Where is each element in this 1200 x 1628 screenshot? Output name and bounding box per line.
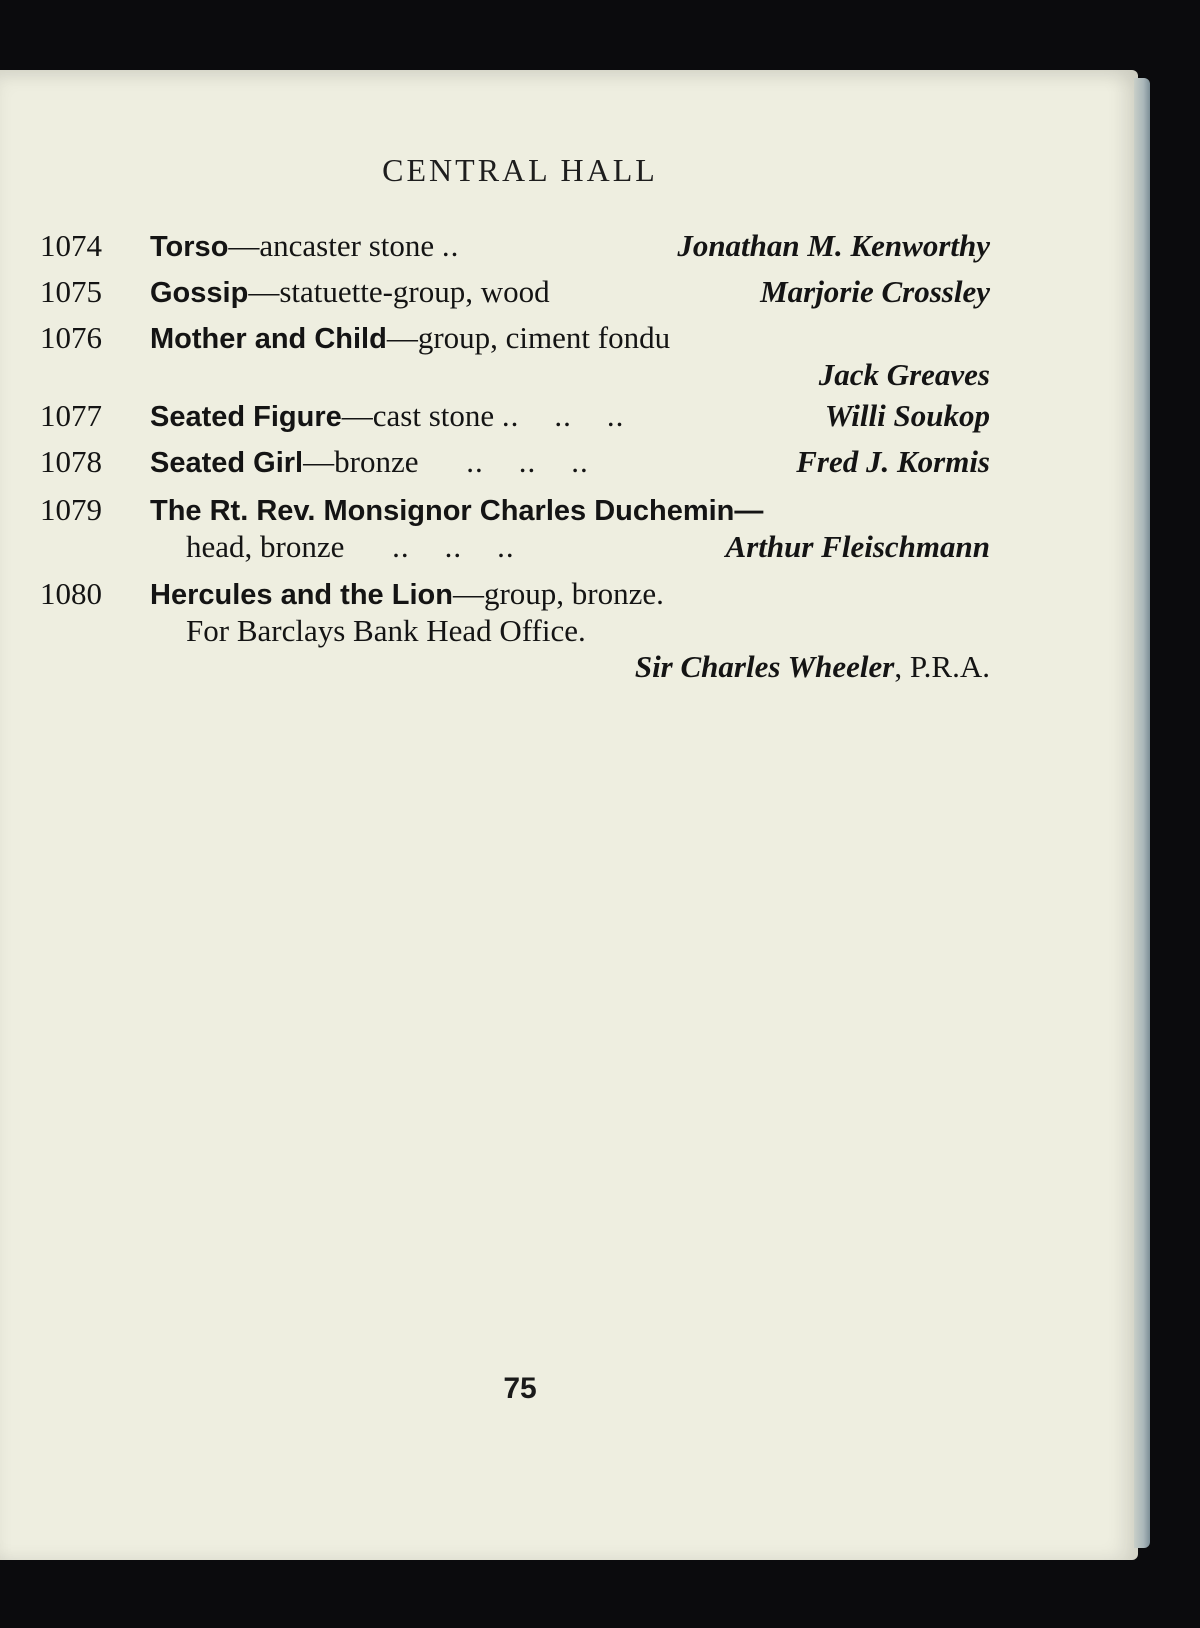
entry-title: Mother and Child — [150, 323, 387, 355]
entry-note: For Barclays Bank Head Office. — [186, 613, 586, 648]
entry-medium: —group, bronze. — [452, 576, 664, 611]
entry-number: 1077 — [40, 398, 102, 433]
catalogue-entry — [40, 492, 990, 565]
entry-medium: —cast stone — [341, 398, 495, 433]
entry-number: 1079 — [40, 492, 102, 527]
page-header: CENTRAL HALL — [382, 152, 658, 188]
page-number: 75 — [503, 1372, 537, 1405]
entry-line — [40, 492, 990, 529]
entry-number: 1074 — [40, 228, 102, 263]
entry-line — [40, 529, 990, 565]
entry-leader-dots: .. .. .. — [501, 398, 625, 433]
entry-line — [40, 320, 990, 357]
entry-artist: Jack Greaves — [818, 357, 990, 392]
entry-artist: Fred J. Kormis — [796, 444, 990, 479]
catalogue-entry — [40, 228, 990, 265]
entry-medium: head, bronze — [186, 529, 345, 564]
entry-medium: —group, ciment fondu — [386, 320, 671, 355]
entry-medium: —statuette-group, wood — [248, 274, 550, 309]
bleed-through-text — [30, 750, 37, 782]
entry-leader-dots: .. — [441, 228, 460, 263]
entry-number: 1078 — [40, 444, 102, 479]
entry-artist: Jonathan M. Kenworthy — [677, 228, 990, 263]
entry-artist-suffix: , P.R.A. — [894, 649, 990, 684]
entry-medium: —ancaster stone — [228, 228, 435, 263]
entry-artist: Sir Charles Wheeler — [634, 649, 895, 684]
entry-title: Hercules and the Lion — [150, 579, 453, 611]
entry-title: Gossip — [150, 277, 249, 309]
catalogue-entry — [40, 398, 990, 435]
entry-artist: Marjorie Crossley — [760, 274, 990, 309]
catalogue-entry — [40, 444, 990, 481]
entry-title: Seated Figure — [150, 401, 342, 433]
entry-artist: Arthur Fleischmann — [725, 529, 990, 564]
entry-title: Torso — [150, 231, 229, 263]
catalogue-entry — [40, 320, 990, 393]
entry-leader-dots: .. .. .. — [392, 529, 515, 564]
entry-title: Seated Girl — [150, 447, 304, 479]
entry-artist-line — [40, 649, 990, 685]
entry-line — [40, 576, 990, 613]
entry-number: 1076 — [40, 320, 102, 355]
page-edge — [1134, 78, 1150, 1548]
entry-leader-dots: .. .. .. — [466, 444, 589, 479]
entry-number: 1080 — [40, 576, 102, 611]
catalogue-entry — [40, 274, 990, 311]
entry-line — [40, 398, 990, 435]
catalogue-entry — [40, 576, 990, 685]
entry-line — [40, 274, 990, 311]
entry-medium: —bronze — [303, 444, 419, 479]
entry-line — [40, 228, 990, 265]
entry-artist: Willi Soukop — [824, 398, 990, 433]
entry-title: The Rt. Rev. Monsignor Charles Duchemin— — [150, 495, 764, 527]
entry-number: 1075 — [40, 274, 102, 309]
entry-line — [40, 444, 990, 481]
